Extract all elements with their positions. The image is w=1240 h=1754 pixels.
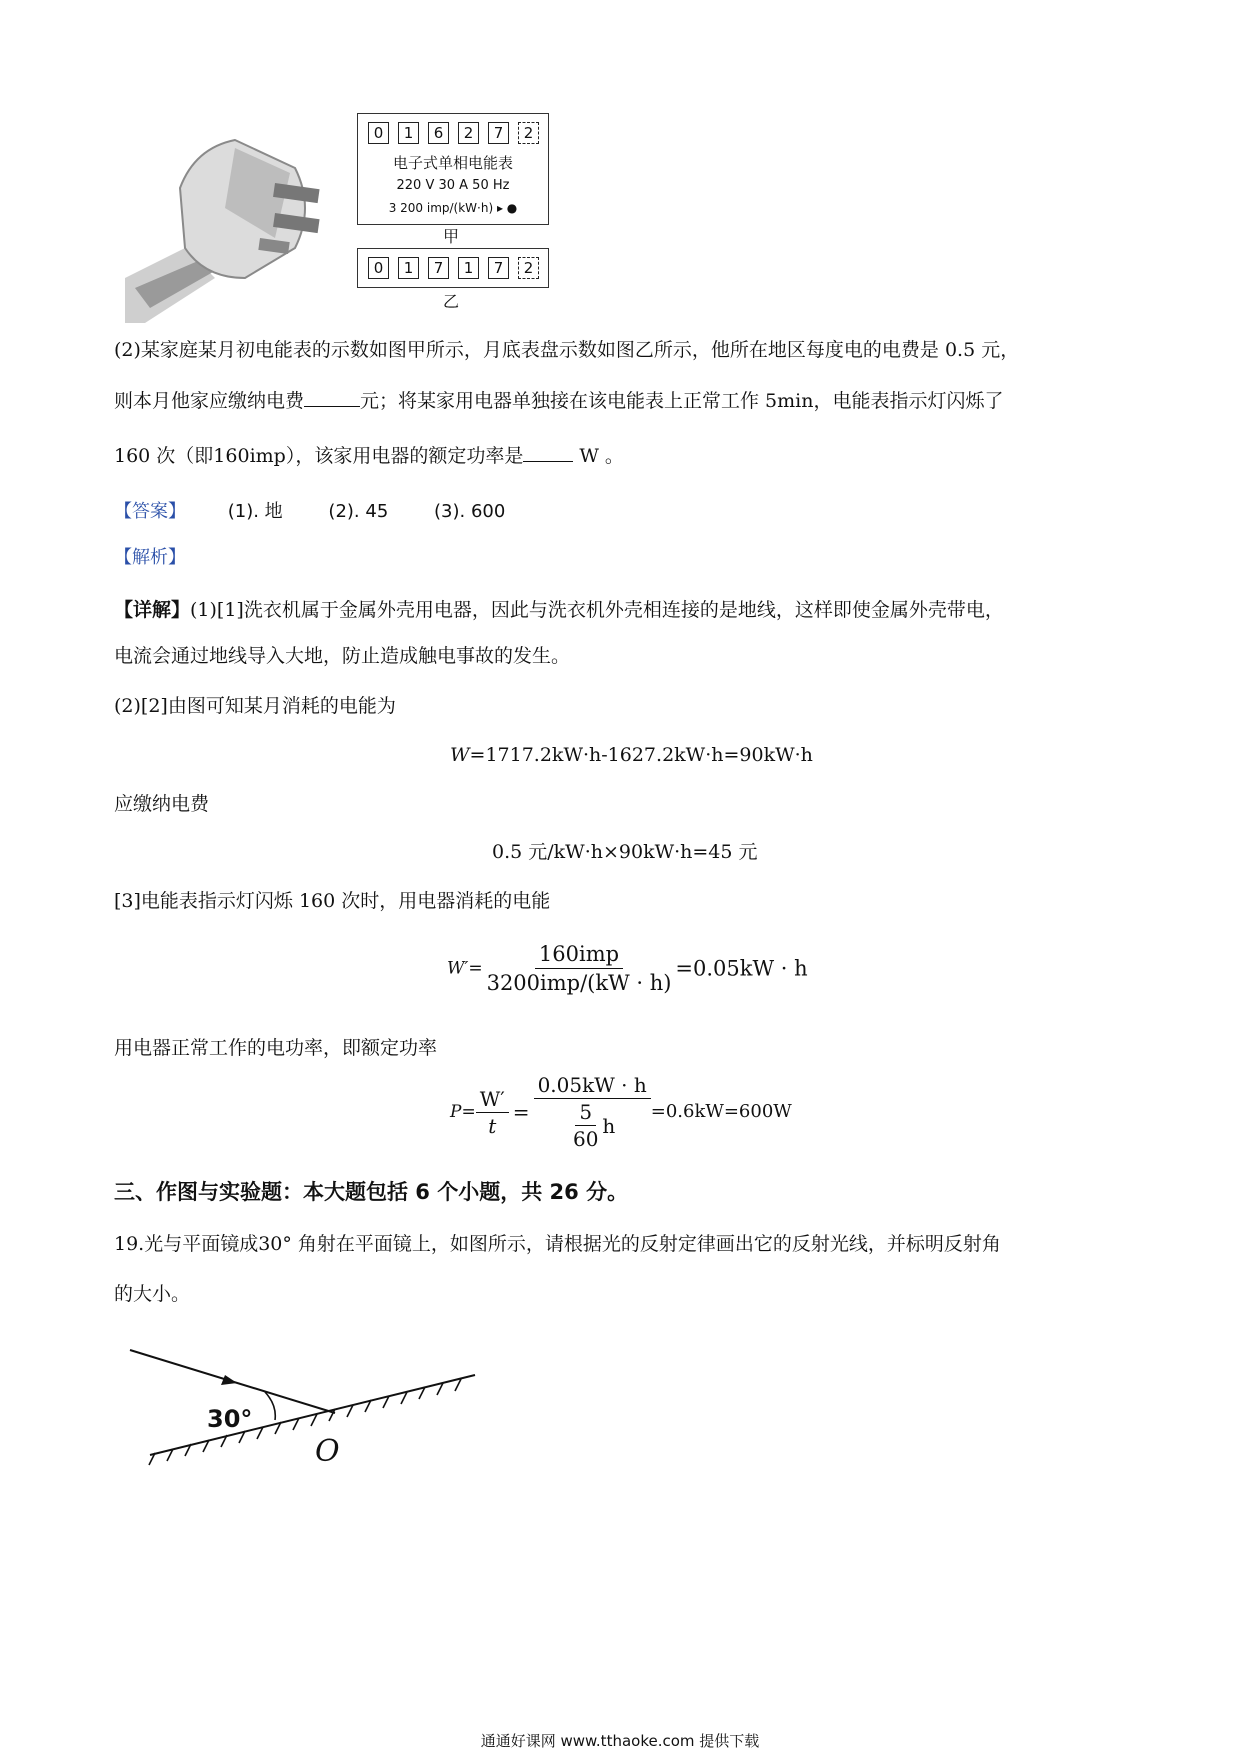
fraction-numerator: 0.05kW · h <box>534 1072 651 1099</box>
figure-label-top: 甲 <box>443 227 460 246</box>
part3-intro: [3]电能表指示灯闪烁 160 次时，用电器消耗的电能 <box>114 890 551 912</box>
fee-intro: 应缴纳电费 <box>114 793 210 815</box>
meter-digit: 1 <box>398 257 419 279</box>
fraction-denominator <box>565 1099 619 1152</box>
detail-text: (1)[1]洗衣机属于金属外壳用电器，因此与洗衣机外壳相连接的是地线，这样即使金属外壳带电， <box>190 599 1004 621</box>
fraction-denominator: 60 <box>572 1127 599 1151</box>
equation-var-wprime: W′= <box>447 958 483 979</box>
answer-blank <box>304 388 360 407</box>
answer-item: (1). 地 <box>227 501 283 522</box>
meter-digit: 1 <box>398 122 419 144</box>
meter-rate: 3 200 imp/(kW·h) ▸ ● <box>388 201 518 215</box>
energy-meter-bottom <box>357 248 549 288</box>
point-label: O <box>315 1434 340 1469</box>
meter-digit: 0 <box>368 122 389 144</box>
mirror-line <box>150 1375 475 1455</box>
plug-image <box>125 128 340 323</box>
question-line-2 <box>114 388 1003 413</box>
fraction-numerator: 160imp <box>535 940 623 969</box>
equation-wprime <box>447 940 808 997</box>
fraction-numerator: W′ <box>476 1086 509 1113</box>
fraction-minutes <box>569 1099 602 1152</box>
equation-var-p: P= <box>450 1102 476 1122</box>
answer-label: 【答案】 <box>114 501 186 522</box>
question-line-2-a: 则本月他家应缴纳电费 <box>114 390 305 412</box>
answer-item: (3). 600 <box>434 501 506 522</box>
fraction-energy <box>483 940 676 997</box>
meter-digit-decimal: 2 <box>518 122 539 144</box>
power-intro: 用电器正常工作的电功率，即额定功率 <box>114 1037 438 1059</box>
meter-digit: 2 <box>458 122 479 144</box>
meter-digit: 0 <box>368 257 389 279</box>
detail-line-2: 电流会通过地线导入大地，防止造成触电事故的发生。 <box>114 645 571 667</box>
fraction-numerator: 5 <box>575 1099 596 1126</box>
mirror-hatching <box>149 1379 461 1465</box>
figure-label-bottom: 乙 <box>443 292 460 311</box>
section-heading: 三、作图与实验题：本大题包括 6 个小题，共 26 分。 <box>114 1180 629 1204</box>
fraction-energy-over-time <box>534 1072 651 1152</box>
unit-hour: h <box>602 1113 616 1138</box>
question-line-3-a: 160 次（即160imp），该家用电器的额定功率是 <box>114 445 524 467</box>
equation-energy <box>450 743 813 767</box>
meter-digit: 7 <box>428 257 449 279</box>
q19-line-1: 19.光与平面镜成30° 角射在平面镜上，如图所示，请根据光的反射定律画出它的反射光线，并标明反射角 <box>114 1233 1001 1255</box>
meter-title: 电子式单相电能表 <box>392 154 513 172</box>
question-line-1: (2)某家庭某月初电能表的示数如图甲所示，月底表盘示数如图乙所示，他所在地区每度电的电费是 0.5 元， <box>114 339 1020 361</box>
meter-digit-decimal: 2 <box>518 257 539 279</box>
question-line-3-b: W 。 <box>573 445 624 467</box>
meter-digit: 1 <box>458 257 479 279</box>
mirror-diagram <box>125 1345 485 1475</box>
answer-item: (2). 45 <box>328 501 389 522</box>
equation-wprime-result: =0.05kW · h <box>675 956 808 981</box>
part2-intro: (2)[2]由图可知某月消耗的电能为 <box>114 695 396 717</box>
angle-label: 30° <box>207 1405 253 1433</box>
equals-sign: = <box>512 1100 530 1124</box>
question-line-2-b: 元；将某家用电器单独接在该电能表上正常工作 5min，电能表指示灯闪烁了 <box>360 390 1004 412</box>
analysis-label: 【解析】 <box>114 547 186 568</box>
angle-arc <box>265 1392 275 1420</box>
equation-power-result: =0.6kW=600W <box>650 1101 792 1122</box>
answer-blank <box>523 443 573 462</box>
meter-spec: 220 V 30 A 50 Hz <box>396 178 510 193</box>
fraction-denominator: 3200imp/(kW · h) <box>486 971 672 995</box>
equation-energy-rest: =1717.2kW·h-1627.2kW·h=90kW·h <box>469 744 813 766</box>
meter-digit: 7 <box>488 122 509 144</box>
answer-row <box>114 500 505 524</box>
meter-digit: 7 <box>488 257 509 279</box>
fraction-w-over-t <box>476 1086 509 1139</box>
q19-line-2: 的大小。 <box>114 1283 191 1305</box>
equation-power <box>450 1072 792 1152</box>
question-line-3 <box>114 443 624 468</box>
detail-line-1 <box>114 598 1004 622</box>
ray-arrow <box>221 1375 237 1385</box>
equation-fee: 0.5 元/kW·h×90kW·h=45 元 <box>492 841 758 863</box>
meter-digit: 6 <box>428 122 449 144</box>
fraction-denominator: t <box>488 1113 497 1138</box>
footer: 通通好课网 www.tthaoke.com 提供下载 <box>480 1732 760 1750</box>
equation-var-w: W <box>450 744 470 766</box>
energy-meter-top <box>357 113 549 225</box>
detail-label: 【详解】 <box>114 599 191 621</box>
